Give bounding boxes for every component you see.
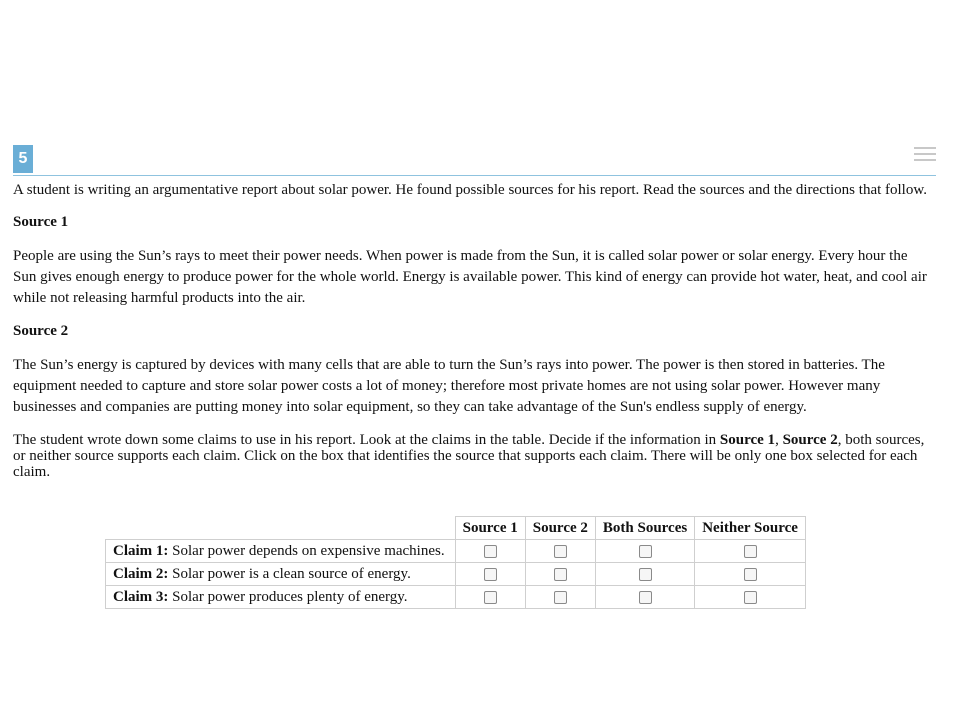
claim-1-both-sources-checkbox[interactable] [639,545,652,558]
table-row [106,586,806,609]
claim-1-text: Solar power depends on expensive machines. [168,542,445,559]
table-row [106,540,806,563]
item-number-badge: 5 [13,145,33,173]
claim-3-source-1-checkbox[interactable] [484,591,497,604]
claim-1-source-1-checkbox[interactable] [484,545,497,558]
directions-source-2: Source 2 [782,432,838,448]
claim-2-cell [106,563,456,586]
claim-1-cell [106,540,456,563]
table-header-row [106,517,806,540]
claims-table [105,516,806,609]
column-header-both-sources: Both Sources [595,517,694,540]
table-row [106,563,806,586]
claim-1-source-2-checkbox[interactable] [554,545,567,558]
directions-source-1: Source 1 [719,432,776,448]
intro-text: A student is writing an argumentative report about solar power. He found possible sources for his report. Read the sources and the directions that follow. [13,182,927,198]
claim-2-source-1-checkbox[interactable] [484,568,497,581]
table-corner-cell [106,517,456,540]
directions-separator: , [775,432,783,448]
directions-text [13,432,931,480]
claim-3-neither-source-checkbox[interactable] [744,591,757,604]
claim-2-text: Solar power is a clean source of energy. [168,565,411,582]
claim-3-both-sources-checkbox[interactable] [639,591,652,604]
claim-1-neither-source-checkbox[interactable] [744,545,757,558]
claim-2-both-sources-checkbox[interactable] [639,568,652,581]
source-2-title: Source 2 [13,323,69,339]
source-2-body: The Sun’s energy is captured by devices with many cells that are able to turn the Sun’s rays into power. The power is then stored in batteries. The equipment needed to capture and store solar power costs a lot of money; therefore most private homes are not using solar power. However many businesses and companies are putting money into solar equipment, so they can take advantage of the Sun's endless supply of energy. [13,357,885,415]
directions-part1: The student wrote down some claims to use in his report. Look at the claims in the table. Decide if the information in [13,432,720,448]
column-header-neither-source: Neither Source [695,517,806,540]
source-1-title: Source 1 [13,214,69,230]
column-header-source-1: Source 1 [455,517,525,540]
claim-2-source-2-checkbox[interactable] [554,568,567,581]
claim-3-cell [106,586,456,609]
claim-3-text: Solar power produces plenty of energy. [168,588,408,605]
hamburger-menu-icon[interactable] [914,147,936,161]
directions-part2: , both sources, or neither source supports each claim. Click on the box that identifies the source that supports each claim. There will be only one box selected for each claim. [13,432,925,480]
source-1-body: People are using the Sun’s rays to meet their power needs. When power is made from the Sun, it is called solar power or solar energy. Every hour the Sun gives enough energy to produce power for the whole world. Energy is available power. This kind of energy can provide hot water, heat, and cool air while not releasing harmful products into the air. [13,248,927,306]
item-content [13,182,931,480]
item-header [13,145,936,176]
claim-1-label: Claim 1: [113,542,169,559]
claim-2-neither-source-checkbox[interactable] [744,568,757,581]
claim-3-source-2-checkbox[interactable] [554,591,567,604]
claim-3-label: Claim 3: [113,588,169,605]
column-header-source-2: Source 2 [525,517,595,540]
claim-2-label: Claim 2: [113,565,169,582]
